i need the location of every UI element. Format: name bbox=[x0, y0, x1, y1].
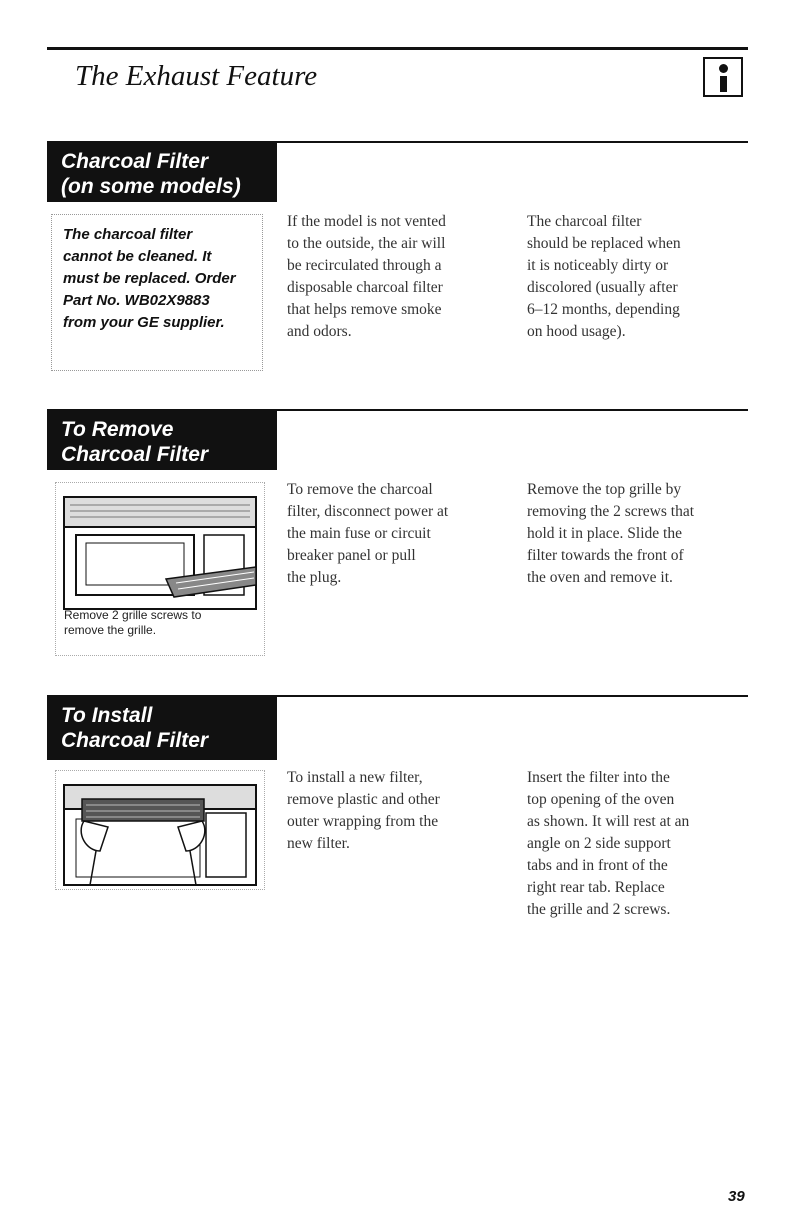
page-number: 39 bbox=[728, 1188, 745, 1205]
install-col-2: Insert the filter into the top opening of the oven as shown. It will rest at an angle on 2 side support tabs and in front of the right rear tab. Replace the grille and 2 screws. bbox=[527, 769, 690, 918]
charcoal-col-2: The charcoal filter should be replaced when it is noticeably dirty or discolored (usually after 6–12 months, depending on hood usage). bbox=[527, 213, 681, 340]
remove-filter-illustration bbox=[55, 482, 265, 656]
install-filter-illustration bbox=[55, 770, 265, 890]
section-heading-remove-filter: To Remove Charcoal Filter bbox=[47, 409, 277, 470]
section-rule bbox=[277, 141, 748, 143]
remove-col-1: To remove the charcoal filter, disconnect power at the main fuse or circuit breaker panel or pull the plug. bbox=[287, 481, 449, 586]
info-icon bbox=[703, 57, 743, 97]
section-rule bbox=[277, 695, 748, 697]
section-heading-install-filter: To Install Charcoal Filter bbox=[47, 695, 277, 760]
charcoal-col-1: If the model is not vented to the outside, the air will be recirculated through a disposable charcoal filter that helps remove smoke and odors. bbox=[287, 213, 446, 340]
header-rule bbox=[47, 47, 748, 50]
filter-insertion-drawing bbox=[56, 771, 264, 889]
section-heading-charcoal-filter: Charcoal Filter (on some models) bbox=[47, 141, 277, 202]
replacement-note: The charcoal filter cannot be cleaned. It must be replaced. Order Part No. WB02X9883 from your GE supplier. bbox=[63, 226, 236, 331]
install-col-1: To install a new filter, remove plastic and other outer wrapping from the new filter. bbox=[287, 769, 440, 852]
microwave-grille-drawing bbox=[56, 483, 264, 613]
page-title: The Exhaust Feature bbox=[75, 60, 318, 92]
remove-figure-caption: Remove 2 grille screws to remove the grille. bbox=[64, 608, 202, 637]
section-rule bbox=[277, 409, 748, 411]
remove-col-2: Remove the top grille by removing the 2 screws that hold it in place. Slide the filter towards the front of the oven and remove it. bbox=[527, 481, 695, 586]
